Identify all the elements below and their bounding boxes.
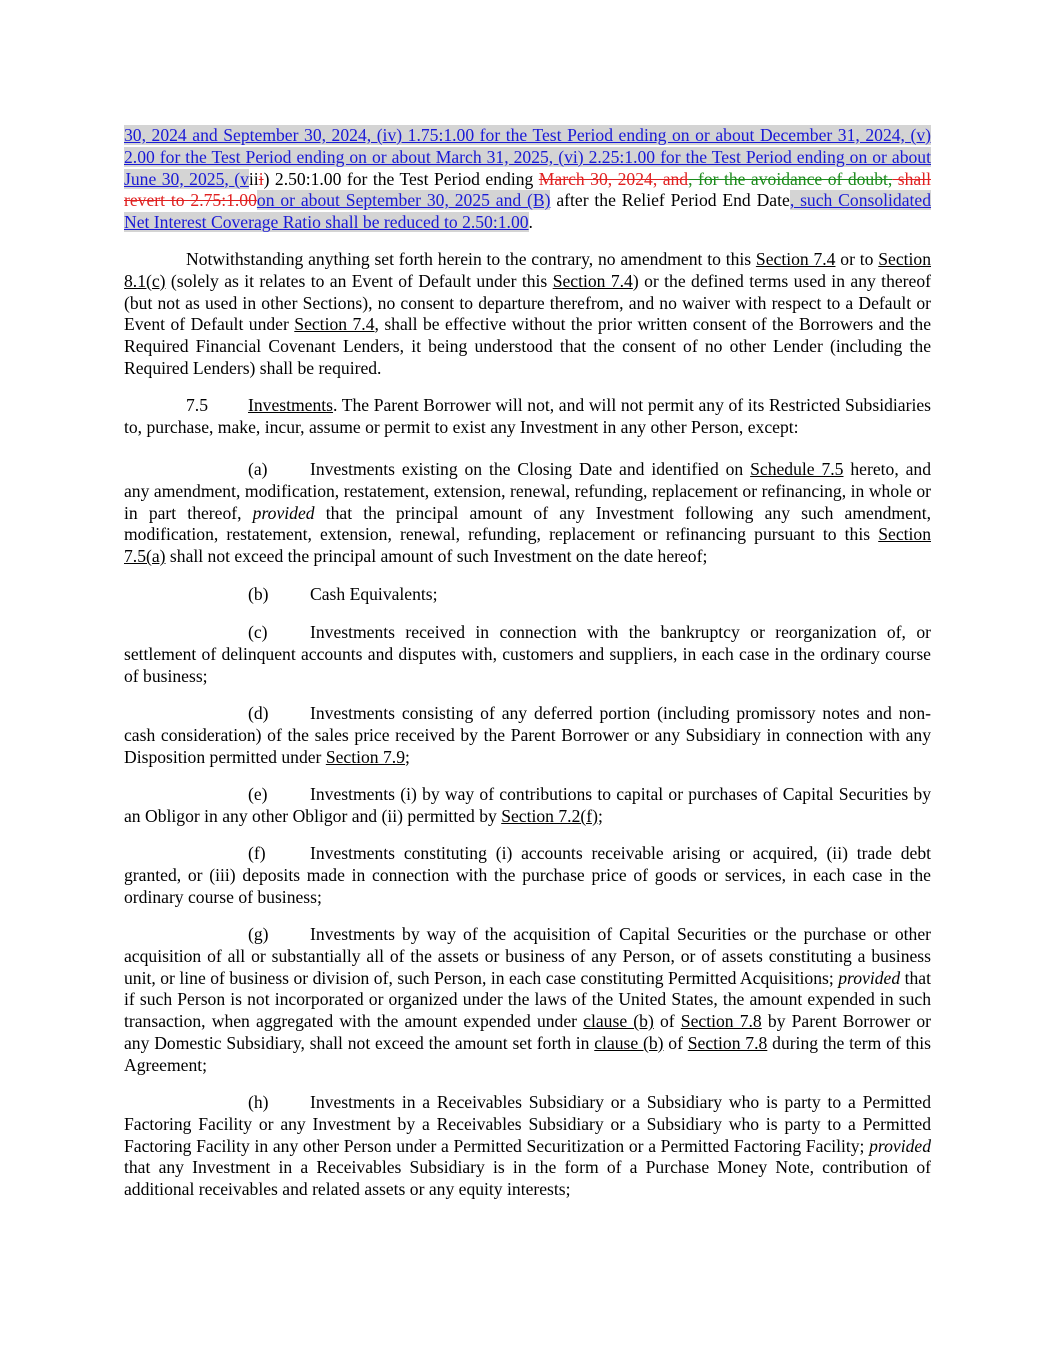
clause-text: Investments (i) by way of contributions to capital or purchases of Capital Securities by an Obligor in any other Obligor and (ii) permitted by xyxy=(124,784,931,826)
clause-c xyxy=(124,622,931,687)
clause-text: ; xyxy=(405,746,410,767)
clause-g xyxy=(124,924,931,1077)
clause-text: ; xyxy=(597,805,603,826)
emphasis-text: provided xyxy=(252,502,315,523)
clause-label: (e) xyxy=(248,784,268,804)
schedule-reference: Schedule 7.5 xyxy=(750,459,844,479)
inserted-text: on or about September 30, 2025 and (B) xyxy=(256,190,551,211)
section-reference: Section 7.4 xyxy=(294,314,375,335)
clause-text: by Parent Borrower or any Domestic Subsidiary, shall not exceed the amount set forth in xyxy=(124,1011,931,1053)
section-reference: Section 8.1(c) xyxy=(124,249,931,291)
plain-text: after the Relief Period End Date xyxy=(550,190,790,211)
moved-text: , for the avoidance of doubt, xyxy=(688,168,893,189)
deleted-text: i xyxy=(258,168,264,189)
section-reference: Section 7.8 xyxy=(680,1011,762,1032)
section-7-5-paragraph xyxy=(124,395,931,439)
section-number: 7.5 xyxy=(186,395,208,415)
clause-label: (g) xyxy=(248,924,269,944)
clause-label: (a) xyxy=(248,459,268,479)
section-reference: Section 7.8 xyxy=(687,1032,768,1053)
clause-text: of xyxy=(663,1032,688,1053)
clause-a xyxy=(124,459,931,568)
clause-label: (b) xyxy=(248,584,269,604)
clause-text: Investments constituting (i) accounts receivable arising or acquired, (ii) trade debt granted, or (iii) deposits made in connection with the purchase price of goods or services, in each case in the ordinary course of business; xyxy=(124,843,931,907)
clause-reference: clause (b) xyxy=(583,1011,654,1032)
clause-text: that the principal amount of any Investment following any such amendment, modification, restatement, extension, renewal, refunding, replacement or refinancing pursuant to this xyxy=(124,502,932,545)
paragraph-text: , shall be effective without the prior written consent of the Borrowers and the Required Financial Covenant Lenders, it being understood that the consent of no other Lender (including the Required Lenders) shall be required. xyxy=(124,314,932,378)
paragraph-text: (solely as it relates to an Event of Default under this xyxy=(165,270,553,291)
notwithstanding-paragraph xyxy=(124,249,931,380)
clause-text: shall not exceed the principal amount of such Investment on the date hereof; xyxy=(165,546,708,567)
clause-d xyxy=(124,703,931,768)
plain-text: ii xyxy=(248,168,259,189)
section-reference: Section 7.5(a) xyxy=(124,524,931,567)
section-text: . The Parent Borrower will not, and will not permit any of its Restricted Subsidiaries to, purchase, make, incur, assume or permit to exist any Investment in any other Person, except: xyxy=(124,395,931,437)
section-reference: Section 7.4 xyxy=(552,270,633,291)
clause-e xyxy=(124,784,931,828)
clause-text: Investments received in connection with the bankruptcy or reorganization of, or settlement of delinquent accounts and disputes with, customers and suppliers, in each case in the ordinary course of business; xyxy=(124,622,931,686)
clause-text: Investments consisting of any deferred portion (including promissory notes and non-cash consideration) of the sales price received by the Parent Borrower or any Subsidiary in connection with any Disposition permitted under xyxy=(124,703,931,767)
clause-text: during the term of this Agreement; xyxy=(124,1032,931,1075)
paragraph-text: ) or the defined terms used in any thereof (but not as used in other Sections), no consent to departure therefrom, and no waiver with respect to a Default or Event of Default under xyxy=(124,270,931,335)
clause-h xyxy=(124,1092,931,1201)
paragraph-text: Notwithstanding anything set forth herein to the contrary, no amendment to this xyxy=(186,249,756,269)
clause-label: (c) xyxy=(248,622,268,642)
clause-text: Investments in a Receivables Subsidiary or a Subsidiary who is party to a Permitted Factoring Facility or any Investment by a Receivables Subsidiary or a Subsidiary who is party to a Permitted Factoring Facility in any other Person under a Permitted Securitization or a Permitted Factoring Facility; xyxy=(124,1092,931,1156)
clause-text: Cash Equivalents; xyxy=(310,584,438,604)
paragraph-text: or to xyxy=(835,249,879,269)
carry-over-paragraph xyxy=(124,125,931,234)
clause-label: (d) xyxy=(248,703,269,723)
deleted-text: shall revert to 2.75:1.00 xyxy=(124,168,931,211)
deleted-text: March 30, 2024, and xyxy=(538,168,689,189)
section-heading: Investments xyxy=(248,395,334,415)
clause-text: Investments by way of the acquisition of Capital Securities or the purchase or other acquisition of all or substantially all of the assets or business of any Person, or of assets constituting a business unit, or line of business or division of, such Person, in each case constituting Permitted Acquisitions; xyxy=(124,924,931,988)
clause-text: that if such Person is not incorporated or organized under the laws of the United States, the amount expended in such transaction, when aggregated with the amount expended under xyxy=(124,967,932,1032)
plain-text: ) 2.50:1.00 for the Test Period ending xyxy=(263,168,539,189)
emphasis-text: provided xyxy=(869,1135,931,1156)
clause-text: hereto, and any amendment, modification, restatement, extension, renewal, refunding, replacement or refinancing, in whole or in part thereof, xyxy=(124,459,931,523)
clause-text: of xyxy=(653,1011,681,1032)
clause-text: that any Investment in a Receivables Subsidiary is in the form of a Purchase Money Note, contribution of additional receivables and related assets or any equity interests; xyxy=(124,1157,931,1200)
clause-label: (h) xyxy=(248,1092,269,1112)
section-reference: Section 7.9 xyxy=(325,746,405,767)
clause-f xyxy=(124,843,931,908)
clause-text: Investments existing on the Closing Date and identified on xyxy=(310,459,751,479)
section-reference: Section 7.2(f) xyxy=(501,805,598,826)
clause-reference: clause (b) xyxy=(594,1032,664,1053)
clause-label: (f) xyxy=(248,843,266,863)
clause-b xyxy=(124,584,931,606)
inserted-text: , such Consolidated Net Interest Coverage Ratio shall be reduced to 2.50:1.00 xyxy=(124,190,932,233)
section-reference: Section 7.4 xyxy=(755,249,836,269)
plain-text: . xyxy=(528,212,533,233)
inserted-text: 30, 2024 and September 30, 2024, (iv) 1.75:1.00 for the Test Period ending on or about December 31, 2024, (v) 2.00 for the Test Period ending on or about March 31, 2025, (vi) 2.25:1.00 for the Test Period ending on or about June 30, 2025, (v xyxy=(124,125,931,189)
emphasis-text: provided xyxy=(838,967,901,988)
